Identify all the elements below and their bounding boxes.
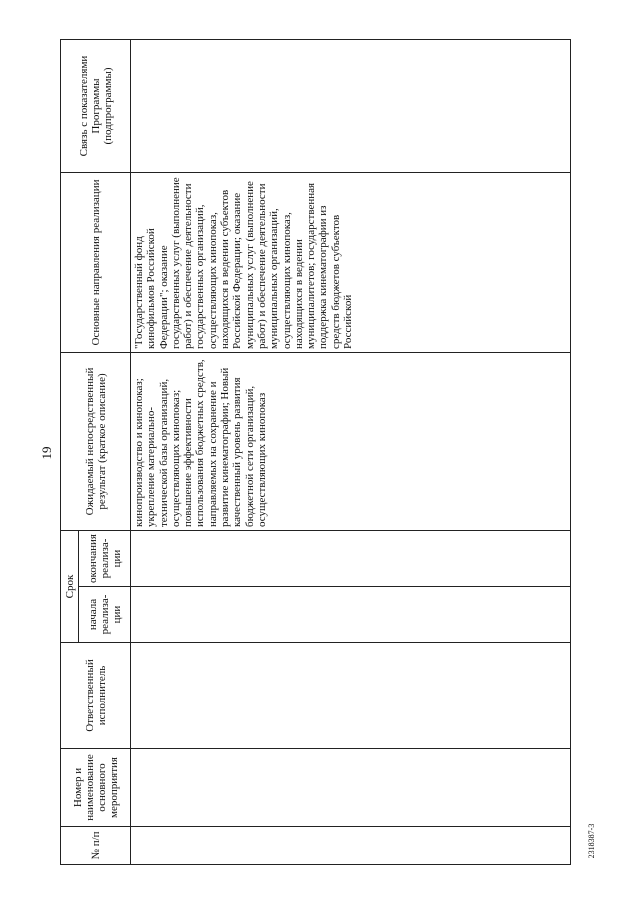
- header-num: № п/п: [61, 827, 131, 865]
- measures-table: [60, 39, 571, 865]
- header-link: Связь с показателями Программы (подпрограммы): [61, 40, 131, 173]
- header-term-start: начала реализа-ции: [79, 587, 131, 643]
- page-number: 19: [39, 446, 54, 460]
- cell-executor: [131, 643, 571, 749]
- cell-num: [131, 827, 571, 865]
- header-executor: Ответственный исполнитель: [61, 643, 131, 749]
- result-text: кинопроизводство и кинопоказ; укрепление материально-технической базы организаций, осуществляющих кинопоказ; повышение эффективности использования бюджетных средств, направляемых на сохранение и развитие кинематографии; Новый качественный уровень развития бюджетной сети организаций, осуществляющих кинопоказ: [133, 359, 268, 527]
- header-name: Номер и наименование основного мероприятия: [61, 749, 131, 827]
- table-row: [131, 40, 571, 865]
- cell-directions: [131, 173, 571, 353]
- cell-result: [131, 353, 571, 531]
- cell-term-end: [131, 531, 571, 587]
- cell-term-start: [131, 587, 571, 643]
- cell-name: [131, 749, 571, 827]
- document-code: 2318387-3: [587, 823, 596, 859]
- header-directions: Основные направления реализации: [61, 173, 131, 353]
- rotated-table-container: [60, 40, 580, 865]
- cell-link: [131, 40, 571, 173]
- header-term: Срок: [61, 531, 79, 643]
- header-result: Ожидаемый непосредственный результат (краткое описание): [61, 353, 131, 531]
- directions-text: "Государственный фонд кинофильмов Российской Федерации"; оказание государственных услуг (выполнение работ) и обеспечение деятельности государственных организаций, осуществляющих кинопоказ, находящихся в ведении субъектов Российской Федерации; оказание муниципальных услуг (выполнение работ) и обеспечение деятельности муниципальных организаций, осуществляющих кинопоказ, находящихся в ведении муниципалитетов; государственная поддержка кинематографии из средств бюджетов субъектов Российской: [133, 177, 355, 349]
- header-term-end: окончания реализа-ции: [79, 531, 131, 587]
